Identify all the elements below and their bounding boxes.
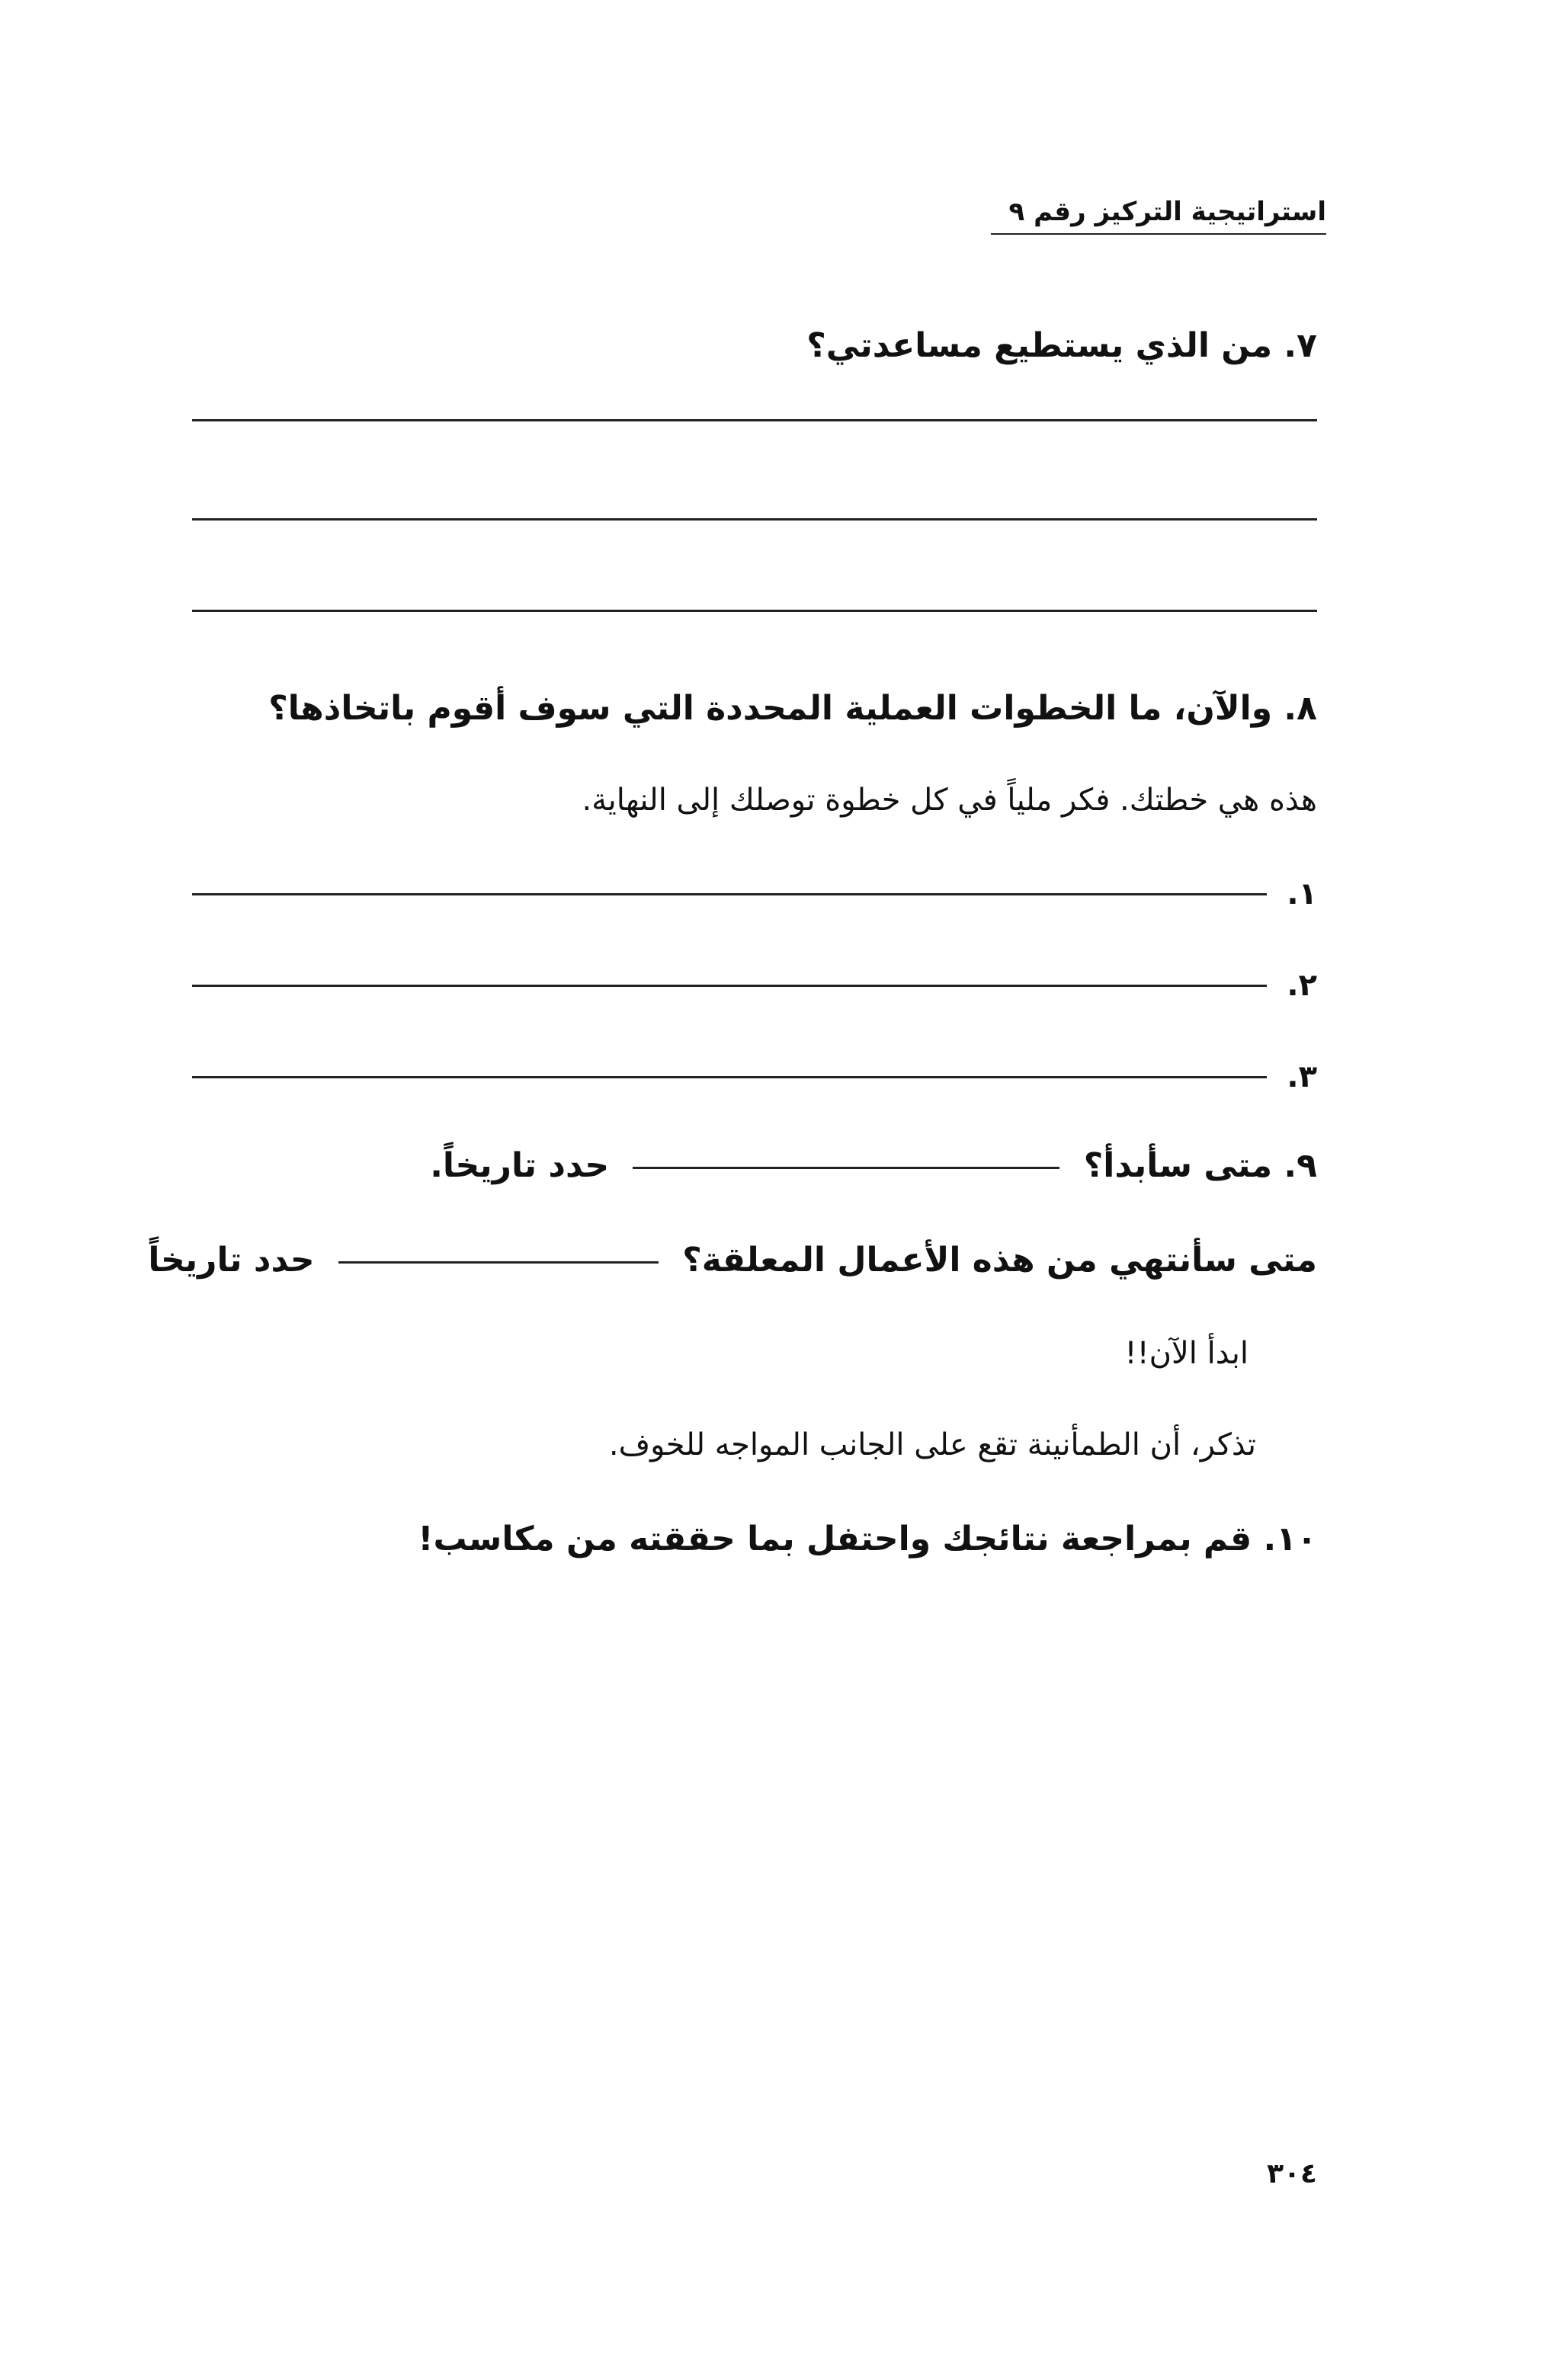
- question-7: ٧. من الذي يستطيع مساعدتي؟: [806, 326, 1317, 365]
- question-9-start: [430, 1143, 1317, 1189]
- step-number-2: ٢.: [1287, 968, 1317, 1003]
- step-number-3: ٣.: [1287, 1059, 1317, 1094]
- start-date-instruction: حدد تاريخاً.: [430, 1146, 610, 1185]
- answer-line-7-1: [192, 419, 1317, 421]
- question-9-end: [148, 1238, 1317, 1283]
- running-header: استراتيجية التركيز رقم ٩: [991, 197, 1326, 235]
- start-date-blank: [633, 1167, 1059, 1169]
- step-line-2: [192, 985, 1267, 987]
- step-line-3: [192, 1076, 1267, 1078]
- end-date-blank: [338, 1261, 659, 1264]
- start-now-text: ابدأ الآن!!: [1124, 1336, 1248, 1371]
- step-number-1: ١.: [1287, 876, 1317, 911]
- end-date-question: متى سأنتهي من هذه الأعمال المعلقة؟: [682, 1241, 1317, 1280]
- answer-line-7-3: [192, 610, 1317, 612]
- answer-line-7-2: [192, 518, 1317, 521]
- start-date-question: ٩. متى سأبدأ؟: [1083, 1146, 1317, 1185]
- end-date-instruction: حدد تاريخاً: [148, 1241, 315, 1280]
- plan-instruction: هذه هي خطتك. فكر ملياً في كل خطوة توصلك إلى النهاية.: [582, 783, 1317, 818]
- remember-text: تذكر، أن الطمأنينة تقع على الجانب المواجه للخوف.: [608, 1427, 1256, 1462]
- question-8: ٨. والآن، ما الخطوات العملية المحددة التي سوف أقوم باتخاذها؟: [268, 689, 1317, 728]
- step-line-1: [192, 893, 1267, 895]
- page-number: ٣٠٤: [1267, 2158, 1317, 2189]
- question-10: ١٠. قم بمراجعة نتائجك واحتفل بما حققته من مكاسب!: [418, 1520, 1317, 1558]
